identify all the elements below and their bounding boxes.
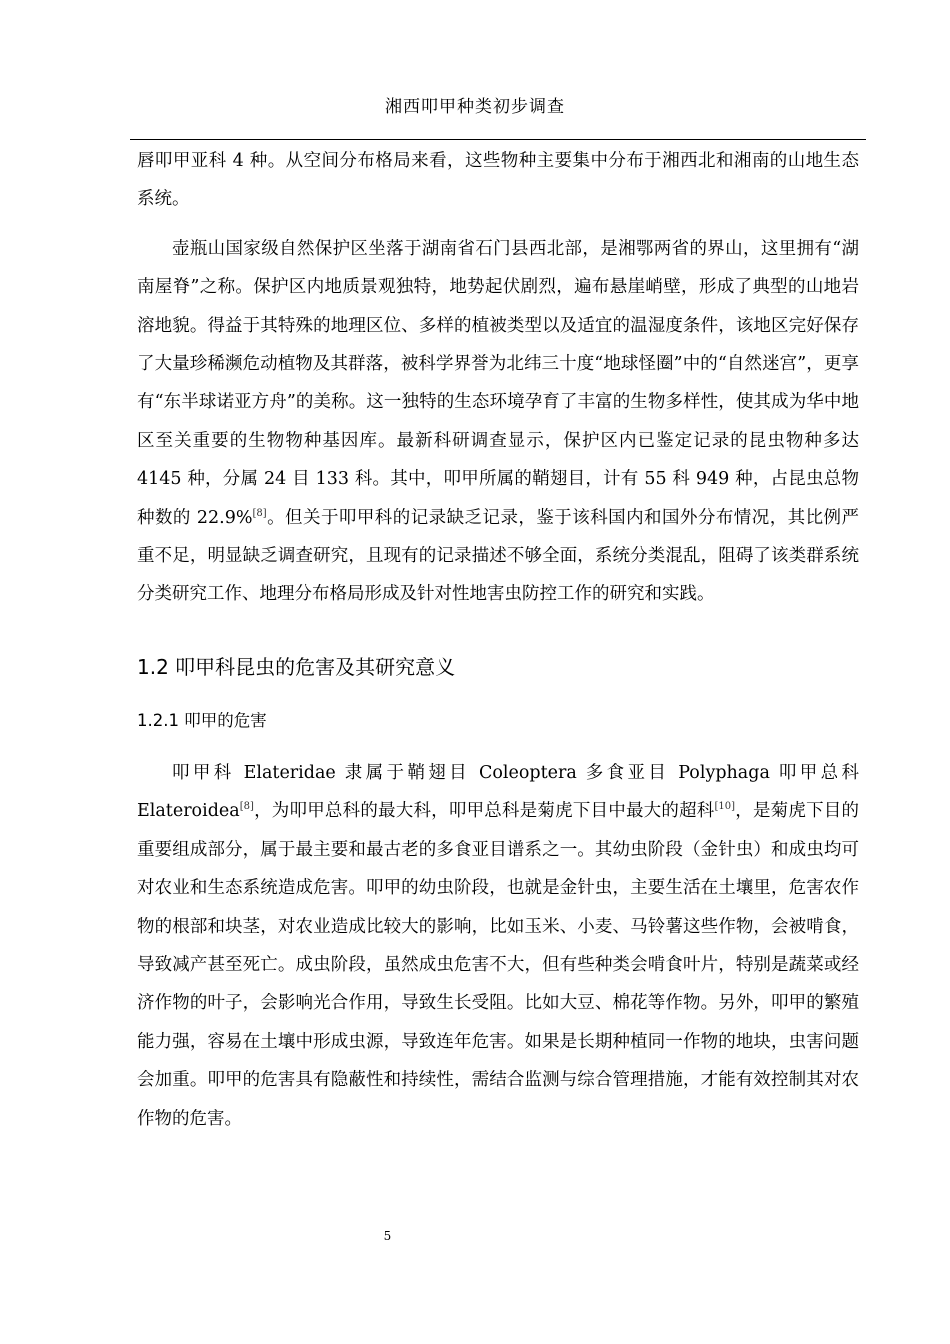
paragraph-elateridae	[137, 754, 859, 1138]
header-rule	[130, 139, 866, 140]
paragraph-text: ，为叩甲总科的最大科，叩甲总科是菊虎下目中最大的超科	[253, 801, 715, 822]
subsection-heading: 1.2.1 叩甲的危害	[137, 710, 267, 730]
running-header: 湘西叩甲种类初步调查	[385, 97, 565, 117]
paragraph-text: ，是菊虎下目的重要组成部分，属于最主要和最古老的多食亚目谱系之一。其幼虫阶段（金针虫）和成虫均可对农业和生态系统造成危害。叩甲的幼虫阶段，也就是金针虫，主要生活在土壤里，危害农作物的根部和块茎，对农业造成比较大的影响，比如玉米、小麦、马铃薯这些作物，会被啃食，导致减产甚至死亡。成虫阶段，虽然成虫危害不大，但有些种类会啃食叶片，特别是蔬菜或经济作物的叶子，会影响光合作用，导致生长受阻。比如大豆、棉花等作物。另外，叩甲的繁殖能力强，容易在土壤中形成虫源，导致连年危害。如果是长期种植同一作物的地块，虫害问题会加重。叩甲的危害具有隐蔽性和持续性，需结合监测与综合管理措施，才能有效控制其对农作物的危害。	[137, 801, 860, 1129]
paragraph-text: 叩甲科 Elateridae 隶属于鞘翅目 Coleoptera 多食亚目 Polyphaga 叩甲总科 Elateroidea	[137, 762, 859, 822]
citation-ref: [8]	[239, 801, 254, 813]
paragraph-text: 壶瓶山国家级自然保护区坐落于湖南省石门县西北部，是湘鄂两省的界山，这里拥有“湖南屋脊”之称。保护区内地质景观独特，地势起伏剧烈，遍布悬崖峭壁，形成了典型的山地岩溶地貌。得益于其特殊的地理区位、多样的植被类型以及适宜的温湿度条件，该地区完好保存了大量珍稀濒危动植物及其群落，被科学界誉为北纬三十度“地球怪圈”中的“自然迷宫”，更享有“东半球诺亚方舟”的美称。这一独特的生态环境孕育了丰富的生物多样性，使其成为华中地区至关重要的生物物种基因库。最新科研调查显示，保护区内已鉴定记录的昆虫物种多达 4145 种，分属 24 目 133 科。其中，叩甲所属的鞘翅目，计有 55 科 949 种，占昆虫总物种数的 22.9%	[137, 238, 859, 528]
paragraph-text: 。但关于叩甲科的记录缺乏记录，鉴于该科国内和国外分布情况，其比例严重不足，明显缺乏调查研究，且现有的记录描述不够全面，系统分类混乱，阻碍了该类群系统分类研究工作、地理分布格局形成及针对性地害虫防控工作的研究和实践。	[137, 507, 860, 605]
section-heading: 1.2 叩甲科昆虫的危害及其研究意义	[137, 654, 456, 679]
paragraph-hupingshan	[137, 230, 859, 614]
citation-ref: [8]	[252, 507, 267, 519]
page-number: 5	[383, 1229, 392, 1243]
page-body	[137, 142, 859, 1138]
citation-ref: [10]	[714, 801, 736, 813]
paragraph-continuation: 唇叩甲亚科 4 种。从空间分布格局来看，这些物种主要集中分布于湘西北和湘南的山地生态系统。	[137, 151, 859, 210]
